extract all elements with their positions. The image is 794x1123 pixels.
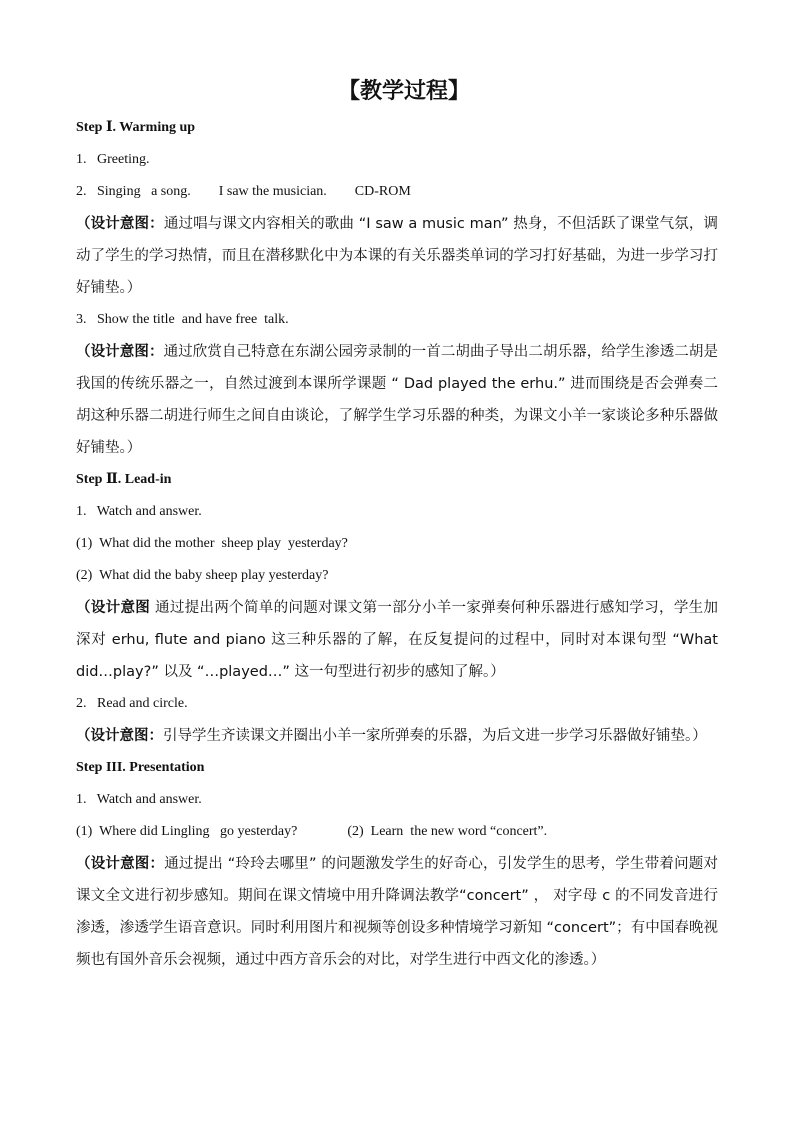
design-note-text: 通过提出 “玲玲去哪里” 的问题激发学生的好奇心，引发学生的思考，学生带着问题对课文全文进行初步感知。期间在课文情境中用升降调法教学“concert” ， 对字母 c 的不同发音进行渗透，渗透学生语音意识。同时利用图片和视频等创设多种情境学习新知 “concert”；有中国春晚视频也有国外音乐会视频，通过中西方音乐会的对比，对学生进行中西文化的渗透。）: [76, 856, 718, 968]
design-note-lead: （设计意图：: [76, 728, 163, 744]
step-2-design-note-2: [76, 720, 718, 752]
step-3-subline: [76, 816, 718, 848]
step-3-question-1: (1) Where did Lingling go yesterday?: [76, 824, 298, 839]
design-note-text: 通过唱与课文内容相关的歌曲 “I saw a music man” 热身，不但活跃了课堂气氛，调动了学生的学习热情，而且在潜移默化中为本课的有关乐器类单词的学习打好基础，为进一步学习打好铺垫。）: [76, 216, 719, 296]
design-note-lead: （设计意图: [76, 600, 151, 616]
step-3-new-word: (2) Learn the new word “concert”.: [347, 824, 548, 839]
step-3-heading: Step III. Presentation: [76, 760, 205, 775]
step-2-heading: Step Ⅱ. Lead-in: [76, 472, 172, 487]
design-note-text: 通过提出两个简单的问题对课文第一部分小羊一家弹奏何种乐器进行感知学习，学生加深对 erhu, flute and piano 这三种乐器的了解，在反复提问的过程中，同时对本课句型 “What did…play?” 以及 “…played…” 这一句型进行初步的感知了解。）: [76, 600, 719, 680]
page-title: 【教学过程】: [337, 79, 470, 104]
step-2-item-2: 2. Read and circle.: [76, 696, 188, 711]
step-1-design-note-2: [76, 336, 718, 464]
step-2-question-1: (1) What did the mother sheep play yesterday?: [76, 536, 348, 551]
step-1-item-2: 2. Singing a song. I saw the musician. CD-ROM: [76, 184, 411, 199]
design-note-lead: （设计意图：: [76, 216, 164, 232]
step-3-design-note-1: [76, 848, 718, 976]
step-1-item-3: 3. Show the title and have free talk.: [76, 312, 289, 327]
step-2-design-note-1: [76, 592, 718, 688]
step-3-item-1: 1. Watch and answer.: [76, 792, 202, 807]
step-1-item-1: 1. Greeting.: [76, 152, 150, 167]
step-1-design-note-1: [76, 208, 718, 304]
design-note-lead: （设计意图：: [76, 344, 164, 360]
step-2-question-2: (2) What did the baby sheep play yesterday?: [76, 568, 329, 583]
design-note-text: 引导学生齐读课文并圈出小羊一家所弹奏的乐器，为后文进一步学习乐器做好铺垫。）: [163, 728, 707, 744]
step-1-heading: Step Ⅰ. Warming up: [76, 120, 196, 135]
design-note-lead: （设计意图：: [76, 856, 165, 872]
step-2-item-1: 1. Watch and answer.: [76, 504, 202, 519]
design-note-text: 通过欣赏自己特意在东湖公园旁录制的一首二胡曲子导出二胡乐器，给学生渗透二胡是我国的传统乐器之一，自然过渡到本课所学课题 “ Dad played the erhu.” 进而围绕是否会弹奏二胡这种乐器二胡进行师生之间自由谈论，了解学生学习乐器的种类，为课文小羊一家谈论多种乐器做好铺垫。）: [76, 344, 719, 456]
